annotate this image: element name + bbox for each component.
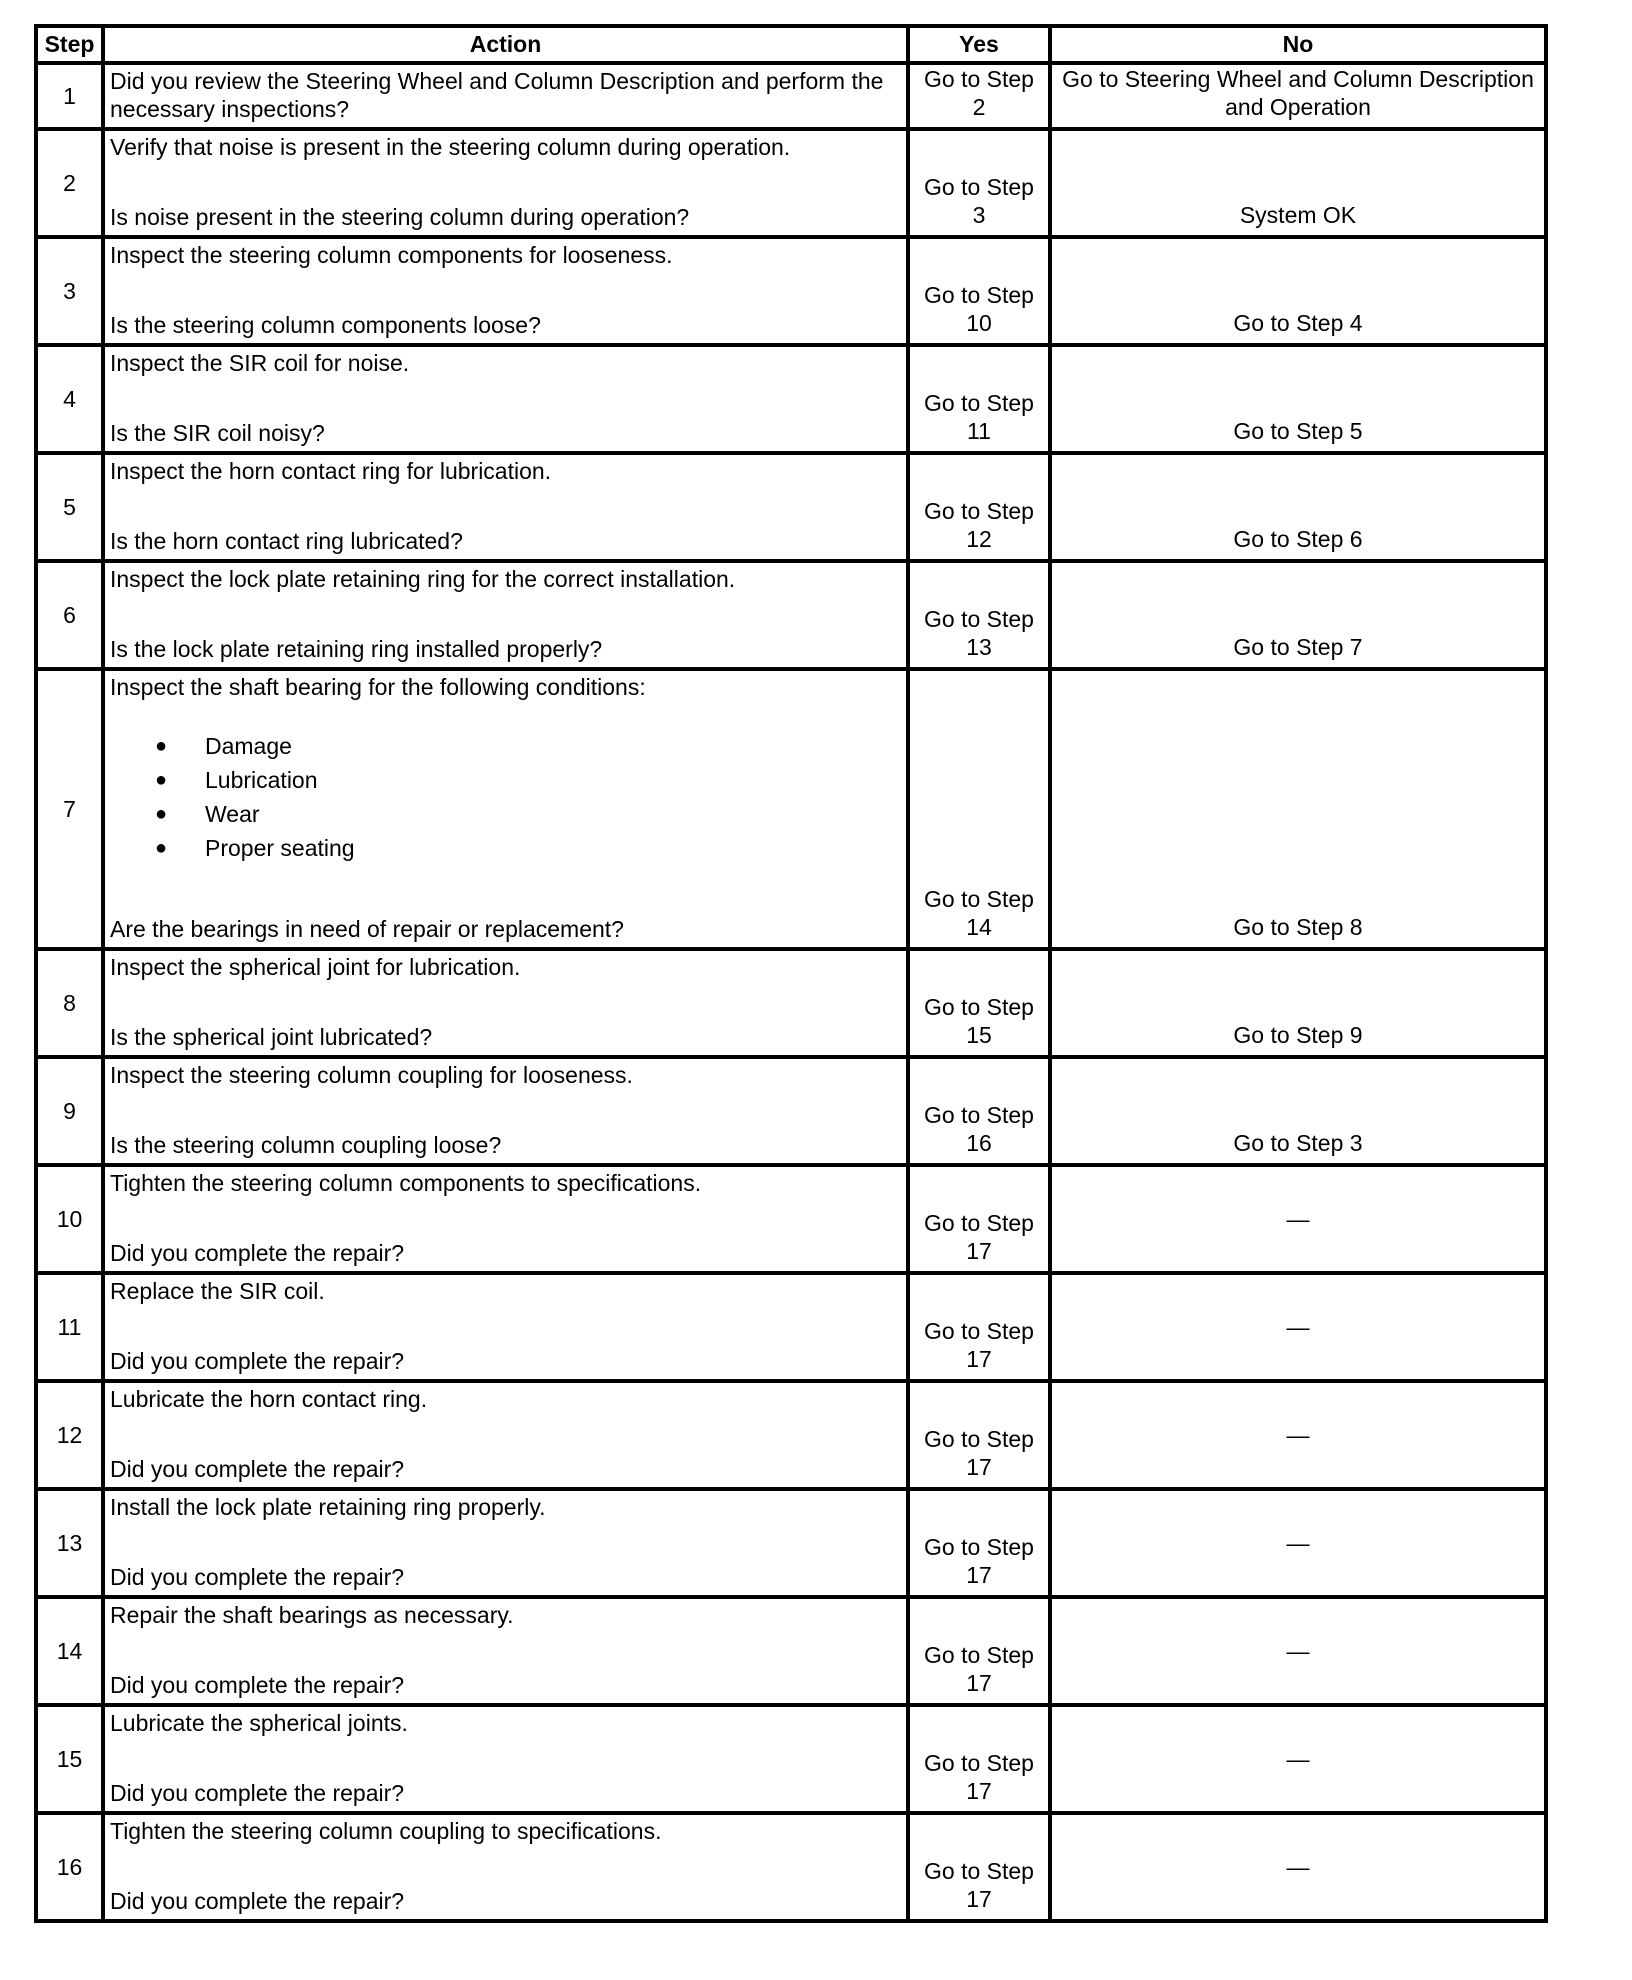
action-statement: Inspect the steering column components for looseness. [110,242,673,268]
action-statement: Inspect the steering column coupling for looseness. [110,1062,633,1088]
action-question: Is the lock plate retaining ring installed properly? [110,636,603,662]
action-cell [103,129,908,237]
yes-cell [908,1489,1050,1597]
action-top [110,673,900,893]
yes-goto-label: Go to Step [924,1210,1034,1236]
no-cell [1050,237,1546,345]
action-cell [103,1489,908,1597]
yes-step-number: 17 [966,1778,992,1804]
yes-step-number: 2 [972,94,986,120]
no-result: Go to Step 5 [1233,418,1363,444]
action-top [110,1493,900,1521]
no-result: — [1286,1530,1310,1556]
no-result: — [1286,1638,1310,1664]
action-statement: Lubricate the spherical joints. [110,1710,408,1736]
no-result: — [1286,1422,1310,1448]
action-question: Is the SIR coil noisy? [110,420,325,446]
action-statement: Repair the shaft bearings as necessary. [110,1602,514,1628]
action-cell [103,1273,908,1381]
action-statement: Did you review the Steering Wheel and Column Description and perform the necessary inspections? [110,68,884,122]
action-question: Are the bearings in need of repair or replacement? [110,916,624,942]
yes-cell [908,1597,1050,1705]
yes-step-number: 16 [966,1130,992,1156]
yes-goto-label: Go to Step [924,1318,1034,1344]
yes-cell [908,1813,1050,1921]
bullet-icon: ● [155,769,168,791]
step-number: 4 [36,345,103,453]
no-cell [1050,129,1546,237]
no-cell [1050,669,1546,949]
action-question: Is the horn contact ring lubricated? [110,528,463,554]
yes-cell [908,345,1050,453]
action-top [110,133,900,161]
diagnostic-table [34,24,1548,1923]
action-statement: Tighten the steering column components to specifications. [110,1170,702,1196]
action-cell [103,669,908,949]
list-item-text: Damage [205,733,292,759]
action-question: Did you complete the repair? [110,1888,405,1914]
no-cell [1050,561,1546,669]
action-cell [103,949,908,1057]
yes-step-number: 17 [966,1346,992,1372]
action-statement: Verify that noise is present in the steering column during operation. [110,134,791,160]
step-number: 13 [36,1489,103,1597]
action-statement: Lubricate the horn contact ring. [110,1386,428,1412]
table-body [36,63,1546,1921]
list-item-text: Wear [205,801,260,827]
no-cell [1050,1597,1546,1705]
action-cell [103,345,908,453]
no-result: — [1286,1854,1310,1880]
yes-goto-label: Go to Step [924,498,1034,524]
list-item-text: Proper seating [205,835,355,861]
yes-step-number: 13 [966,634,992,660]
yes-goto-label: Go to Step [924,1642,1034,1668]
yes-cell [908,669,1050,949]
condition-list [110,729,900,865]
action-question: Did you complete the repair? [110,1348,405,1374]
no-cell [1050,1273,1546,1381]
step-number: 6 [36,561,103,669]
list-item-text: Lubrication [205,767,318,793]
yes-step-number: 14 [966,914,992,940]
yes-goto-label: Go to Step [924,66,1034,92]
action-cell [103,237,908,345]
yes-goto-label: Go to Step [924,994,1034,1020]
no-cell [1050,1489,1546,1597]
step-number: 2 [36,129,103,237]
step-number: 5 [36,453,103,561]
yes-step-number: 17 [966,1886,992,1912]
action-question: Did you complete the repair? [110,1672,405,1698]
yes-cell [908,1057,1050,1165]
yes-goto-label: Go to Step [924,1102,1034,1128]
no-result: — [1286,1314,1310,1340]
no-cell [1050,949,1546,1057]
yes-goto-label: Go to Step [924,390,1034,416]
no-result: Go to Step 4 [1233,310,1363,336]
action-statement: Inspect the shaft bearing for the following conditions: [110,674,646,700]
action-question: Is the steering column components loose? [110,312,541,338]
yes-goto-label: Go to Step [924,886,1034,912]
table-row [36,453,1546,561]
action-cell [103,453,908,561]
list-item [155,729,900,763]
action-cell [103,1165,908,1273]
no-result: Go to Steering Wheel and Column Description and Operation [1062,66,1534,120]
no-result: — [1286,1206,1310,1232]
yes-goto-label: Go to Step [924,1426,1034,1452]
bullet-icon: ● [155,837,168,859]
no-cell [1050,1381,1546,1489]
yes-step-number: 3 [972,202,986,228]
action-cell [103,1705,908,1813]
list-item [155,763,900,797]
step-number: 14 [36,1597,103,1705]
action-statement: Inspect the SIR coil for noise. [110,350,410,376]
action-cell [103,1057,908,1165]
step-number: 10 [36,1165,103,1273]
yes-cell [908,949,1050,1057]
yes-cell [908,1273,1050,1381]
yes-goto-label: Go to Step [924,606,1034,632]
no-result: Go to Step 8 [1233,914,1363,940]
yes-step-number: 17 [966,1670,992,1696]
table-header-row [36,26,1546,63]
yes-goto-label: Go to Step [924,1750,1034,1776]
no-cell [1050,345,1546,453]
action-top [110,1817,900,1845]
table-row [36,129,1546,237]
step-number: 1 [36,63,103,129]
table-row [36,1273,1546,1381]
table-row [36,63,1546,129]
yes-step-number: 12 [966,526,992,552]
yes-step-number: 11 [967,418,991,444]
action-top [110,1277,900,1305]
no-cell [1050,1057,1546,1165]
yes-cell [908,129,1050,237]
no-cell [1050,453,1546,561]
yes-cell [908,237,1050,345]
yes-goto-label: Go to Step [924,174,1034,200]
action-top [110,1601,900,1629]
table-row [36,561,1546,669]
step-number: 9 [36,1057,103,1165]
yes-cell [908,453,1050,561]
list-item [155,831,900,865]
table-row [36,1165,1546,1273]
action-cell [103,561,908,669]
action-top [110,1385,900,1413]
no-cell [1050,1165,1546,1273]
action-top [110,1709,900,1737]
no-result: — [1286,1746,1310,1772]
header-step: Step [36,26,103,63]
step-number: 15 [36,1705,103,1813]
yes-cell [908,63,1050,129]
table-row [36,1813,1546,1921]
no-result: Go to Step 9 [1233,1022,1363,1048]
action-question: Is the spherical joint lubricated? [110,1024,433,1050]
yes-cell [908,1381,1050,1489]
action-statement: Install the lock plate retaining ring properly. [110,1494,546,1520]
action-statement: Inspect the lock plate retaining ring for the correct installation. [110,566,736,592]
yes-cell [908,1705,1050,1813]
action-cell [103,1381,908,1489]
yes-step-number: 17 [966,1562,992,1588]
action-top [110,457,900,485]
header-yes: Yes [908,26,1050,63]
step-number: 12 [36,1381,103,1489]
no-cell [1050,1813,1546,1921]
bullet-icon: ● [155,735,168,757]
no-result: Go to Step 7 [1233,634,1363,660]
yes-cell [908,561,1050,669]
no-result: Go to Step 3 [1233,1130,1363,1156]
no-result: System OK [1239,202,1357,228]
table-row [36,1489,1546,1597]
table-row [36,345,1546,453]
action-question: Did you complete the repair? [110,1564,405,1590]
action-cell [103,1597,908,1705]
table-row [36,1597,1546,1705]
action-statement: Inspect the horn contact ring for lubrication. [110,458,552,484]
action-top [110,1169,900,1197]
table-row [36,1381,1546,1489]
yes-goto-label: Go to Step [924,282,1034,308]
action-statement: Inspect the spherical joint for lubrication. [110,954,521,980]
no-result: Go to Step 6 [1233,526,1363,552]
action-statement: Replace the SIR coil. [110,1278,325,1304]
yes-step-number: 17 [966,1454,992,1480]
action-top [110,67,900,123]
action-top [110,1061,900,1089]
step-number: 8 [36,949,103,1057]
yes-goto-label: Go to Step [924,1858,1034,1884]
no-cell [1050,1705,1546,1813]
action-question: Did you complete the repair? [110,1780,405,1806]
step-number: 3 [36,237,103,345]
list-item [155,797,900,831]
action-statement: Tighten the steering column coupling to specifications. [110,1818,662,1844]
bullet-icon: ● [155,803,168,825]
yes-goto-label: Go to Step [924,1534,1034,1560]
header-no: No [1050,26,1546,63]
action-top [110,349,900,377]
step-number: 11 [36,1273,103,1381]
step-number: 7 [36,669,103,949]
header-action: Action [103,26,908,63]
action-top [110,565,900,593]
action-cell [103,1813,908,1921]
action-question: Is noise present in the steering column during operation? [110,204,690,230]
action-question: Is the steering column coupling loose? [110,1132,502,1158]
yes-step-number: 10 [966,310,992,336]
action-cell [103,63,908,129]
yes-step-number: 15 [966,1022,992,1048]
yes-cell [908,1165,1050,1273]
table-row [36,1705,1546,1813]
yes-step-number: 17 [966,1238,992,1264]
table-row [36,1057,1546,1165]
action-question: Did you complete the repair? [110,1456,405,1482]
action-top [110,953,900,981]
table-row [36,949,1546,1057]
no-cell [1050,63,1546,129]
table-row [36,237,1546,345]
action-top [110,241,900,269]
table-row [36,669,1546,949]
step-number: 16 [36,1813,103,1921]
action-question: Did you complete the repair? [110,1240,405,1266]
